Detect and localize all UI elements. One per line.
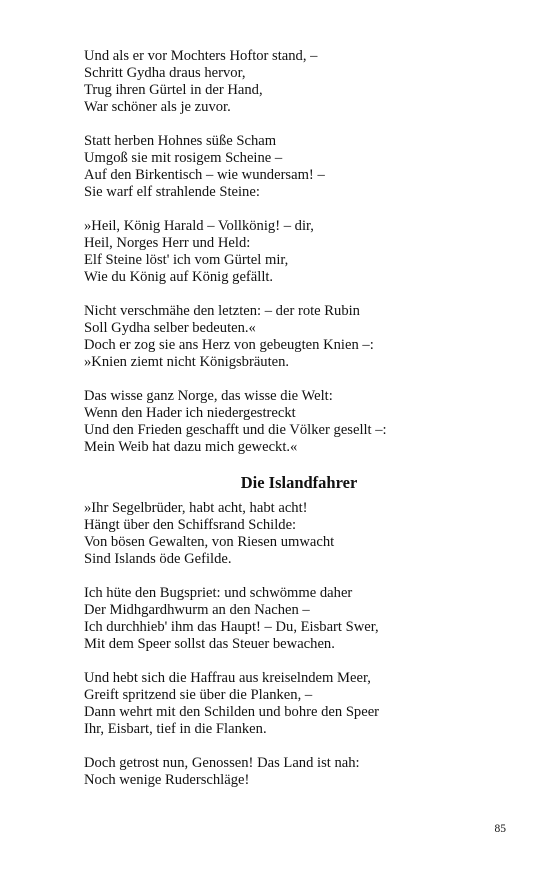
stanza [84, 303, 514, 371]
verse-line: Und den Frieden geschafft und die Völker gesellt –: [84, 422, 387, 438]
verse-line: Mit dem Speer sollst das Steuer bewachen. [84, 636, 335, 652]
verse-line: Sie warf elf strahlende Steine: [84, 184, 260, 200]
verse-line: Noch wenige Ruderschläge! [84, 772, 250, 788]
verse-line: »Heil, König Harald – Vollkönig! – dir, [84, 218, 314, 234]
text-block [84, 48, 514, 806]
verse-line: Trug ihren Gürtel in der Hand, [84, 82, 263, 98]
verse-line: »Knien ziemt nicht Königsbräuten. [84, 354, 290, 370]
verse-line: War schöner als je zuvor. [84, 99, 231, 115]
stanza [84, 755, 514, 789]
verse-line: Und hebt sich die Haffrau aus kreiselndem Meer, [84, 670, 371, 686]
verse-line: Dann wehrt mit den Schilden und bohre den Speer [84, 704, 380, 720]
verse-line: Nicht verschmähe den letzten: – der rote Rubin [84, 303, 360, 319]
verse-line: Ihr, Eisbart, tief in die Flanken. [84, 721, 267, 737]
verse-line: Sind Islands öde Gefilde. [84, 551, 232, 567]
verse-line: Das wisse ganz Norge, das wisse die Welt: [84, 388, 333, 404]
verse-line: Wie du König auf König gefällt. [84, 269, 274, 285]
verse-line: Heil, Norges Herr und Held: [84, 235, 251, 251]
verse-line: Greift spritzend sie über die Planken, – [84, 687, 313, 703]
stanza [84, 670, 514, 738]
poem-islandfahrer [84, 500, 514, 789]
stanza [84, 388, 514, 456]
verse-line: Doch er zog sie ans Herz von gebeugten Knien –: [84, 337, 374, 353]
verse-line: Und als er vor Mochters Hoftor stand, – [84, 48, 318, 64]
verse-line: Hängt über den Schiffsrand Schilde: [84, 517, 297, 533]
page-number: 85 [494, 823, 506, 835]
verse-line: Von bösen Gewalten, von Riesen umwacht [84, 534, 335, 550]
verse-line: Soll Gydha selber bedeuten.« [84, 320, 256, 336]
verse-line: Statt herben Hohnes süße Scham [84, 133, 277, 149]
verse-line: Umgoß sie mit rosigem Scheine – [84, 150, 283, 166]
verse-line: Doch getrost nun, Genossen! Das Land ist nah: [84, 755, 360, 771]
verse-line: »Ihr Segelbrüder, habt acht, habt acht! [84, 500, 308, 516]
stanza [84, 500, 514, 568]
verse-line: Wenn den Hader ich niedergestreckt [84, 405, 296, 421]
poem-continued [84, 48, 514, 456]
stanza [84, 48, 514, 116]
verse-line: Schritt Gydha draus hervor, [84, 65, 246, 81]
poem-title: Die Islandfahrer [240, 473, 358, 492]
verse-line: Elf Steine löst' ich vom Gürtel mir, [84, 252, 289, 268]
stanza [84, 585, 514, 653]
stanza [84, 218, 514, 286]
verse-line: Ich hüte den Bugspriet: und schwömme daher [84, 585, 353, 601]
stanza [84, 133, 514, 201]
verse-line: Ich durchhieb' ihm das Haupt! – Du, Eisbart Swer, [84, 619, 379, 635]
verse-line: Auf den Birkentisch – wie wundersam! – [84, 167, 325, 183]
verse-line: Mein Weib hat dazu mich geweckt.« [84, 439, 298, 455]
verse-line: Der Midhgardhwurm an den Nachen – [84, 602, 310, 618]
